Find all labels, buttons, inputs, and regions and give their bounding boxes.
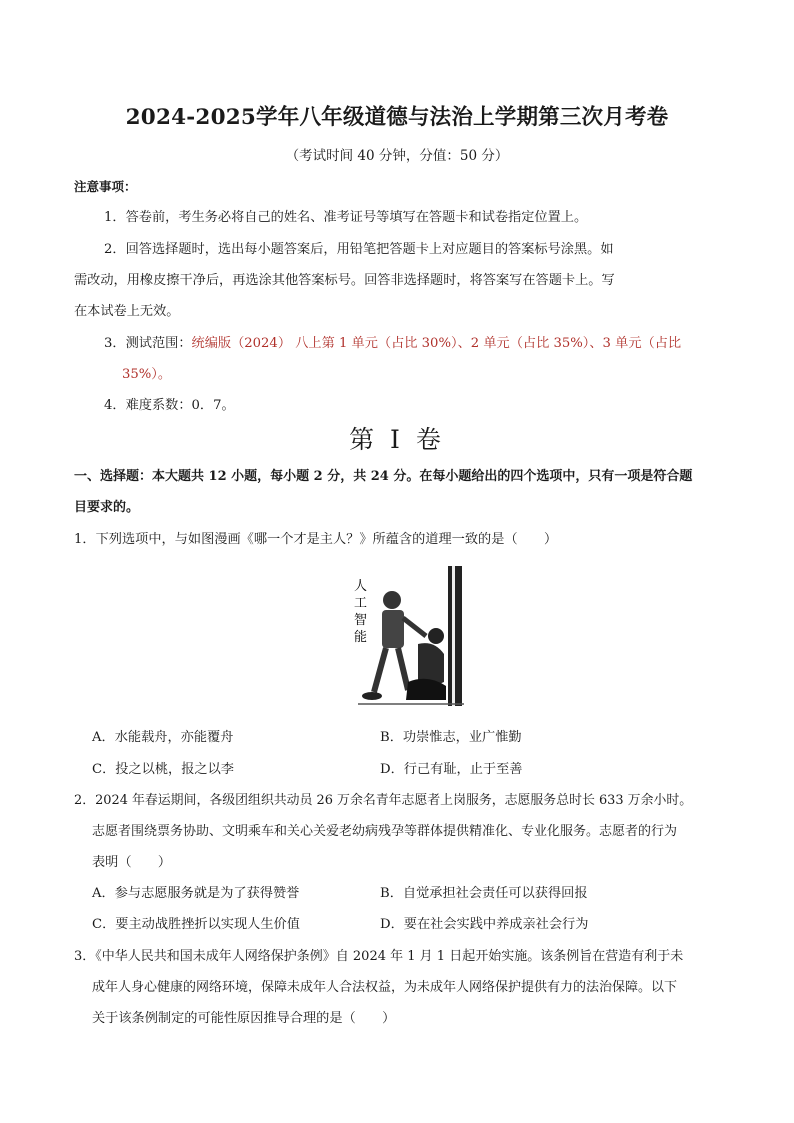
question-3-stem-line-1: 3．《中华人民共和国未成年人网络保护条例》自 2024 年 1 月 1 日起开始实施。该条例旨在营造有利于未	[74, 949, 684, 964]
question-3-stem-line-3: 关于该条例制定的可能性原因推导合理的是（ ）	[92, 1011, 396, 1026]
notice-item-1: 1．答卷前，考生务必将自己的姓名、准考证号等填写在答题卡和试卷指定位置上。	[104, 210, 588, 225]
section-instruction-line-2: 目要求的。	[74, 500, 140, 515]
exam-subtitle: （考试时间 40 分钟，分值：50 分）	[285, 148, 509, 164]
section-instruction-line-1: 一、选择题：本大题共 12 小题，每小题 2 分，共 24 分。在每小题给出的四个选项中，只有一项是符合题	[74, 469, 693, 484]
cartoon-robot-leg	[398, 648, 408, 690]
cartoon-robot-leg	[374, 648, 386, 692]
notice-heading: 注意事项：	[74, 179, 137, 194]
cartoon-human-body	[418, 643, 444, 684]
question-2-option-c[interactable]: C．要主动战胜挫折以实现人生价值	[92, 917, 300, 932]
question-1-option-a[interactable]: A．水能载舟，亦能覆舟	[92, 730, 234, 745]
notice-item-3-range: 统编版（2024） 八上第 1 单元（占比 30%）、2 单元（占比 35%）、3 单元（占比	[191, 336, 682, 351]
notice-item-2-line-3: 在本试卷上无效。	[74, 304, 180, 319]
question-2-stem-line-2: 志愿者围绕票务协助、文明乘车和关心关爱老幼病残孕等群体提供精准化、专业化服务。志愿者的行为	[92, 824, 678, 839]
exam-title: 2024-2025学年八年级道德与法治上学期第三次月考卷	[125, 105, 669, 130]
question-1-option-c[interactable]: C．投之以桃，报之以李	[92, 762, 234, 777]
notice-item-2-line-1: 2．回答选择题时，选出每小题答案后，用铅笔把答题卡上对应题目的答案标号涂黑。如	[104, 242, 614, 257]
notice-item-3-range-cont: 35%）。	[122, 367, 172, 382]
notice-item-3-prefix: 3．测试范围：	[104, 336, 192, 351]
cartoon-image	[348, 562, 466, 714]
question-1-option-d[interactable]: D．行己有耻，止于至善	[380, 762, 523, 777]
cartoon-label-char: 能	[354, 630, 368, 645]
question-2-option-a[interactable]: A．参与志愿服务就是为了获得赞誉	[92, 886, 300, 901]
question-1-stem: 1．下列选项中，与如图漫画《哪一个才是主人？》所蕴含的道理一致的是（ ）	[74, 532, 558, 547]
question-2-stem-line-3: 表明（ ）	[92, 855, 172, 870]
cartoon-label-char: 智	[354, 613, 368, 628]
notice-item-3	[104, 332, 681, 351]
cartoon-robot-head	[383, 591, 401, 609]
cartoon-human-head	[428, 628, 444, 644]
cartoon-robot-body	[382, 610, 404, 648]
section-juan-heading: 第 I 卷	[349, 425, 445, 454]
notice-item-4: 4．难度系数：0．7。	[104, 398, 235, 413]
cartoon-robot-arm	[403, 618, 426, 636]
question-3-stem-line-2: 成年人身心健康的网络环境，保障未成年人合法权益，为未成年人网络保护提供有力的法治保障。以下	[92, 980, 678, 995]
question-2-stem-line-1: 2．2024 年春运期间，各级团组织共动员 26 万余名青年志愿者上岗服务，志愿服务总时长 633 万余小时。	[74, 793, 693, 808]
notice-item-2-line-2: 需改动，用橡皮擦干净后，再选涂其他答案标号。回答非选择题时，将答案写在答题卡上。写	[74, 273, 615, 288]
cartoon-label-char: 工	[354, 596, 368, 611]
question-2-option-b[interactable]: B．自觉承担社会责任可以获得回报	[380, 886, 588, 901]
cartoon-wall-highlight	[452, 566, 455, 706]
cartoon-robot-foot	[362, 692, 382, 700]
cartoon-label-char: 人	[354, 579, 368, 594]
question-1-option-b[interactable]: B．功崇惟志，业广惟勤	[380, 730, 522, 745]
question-2-option-d[interactable]: D．要在社会实践中养成亲社会行为	[380, 917, 589, 932]
